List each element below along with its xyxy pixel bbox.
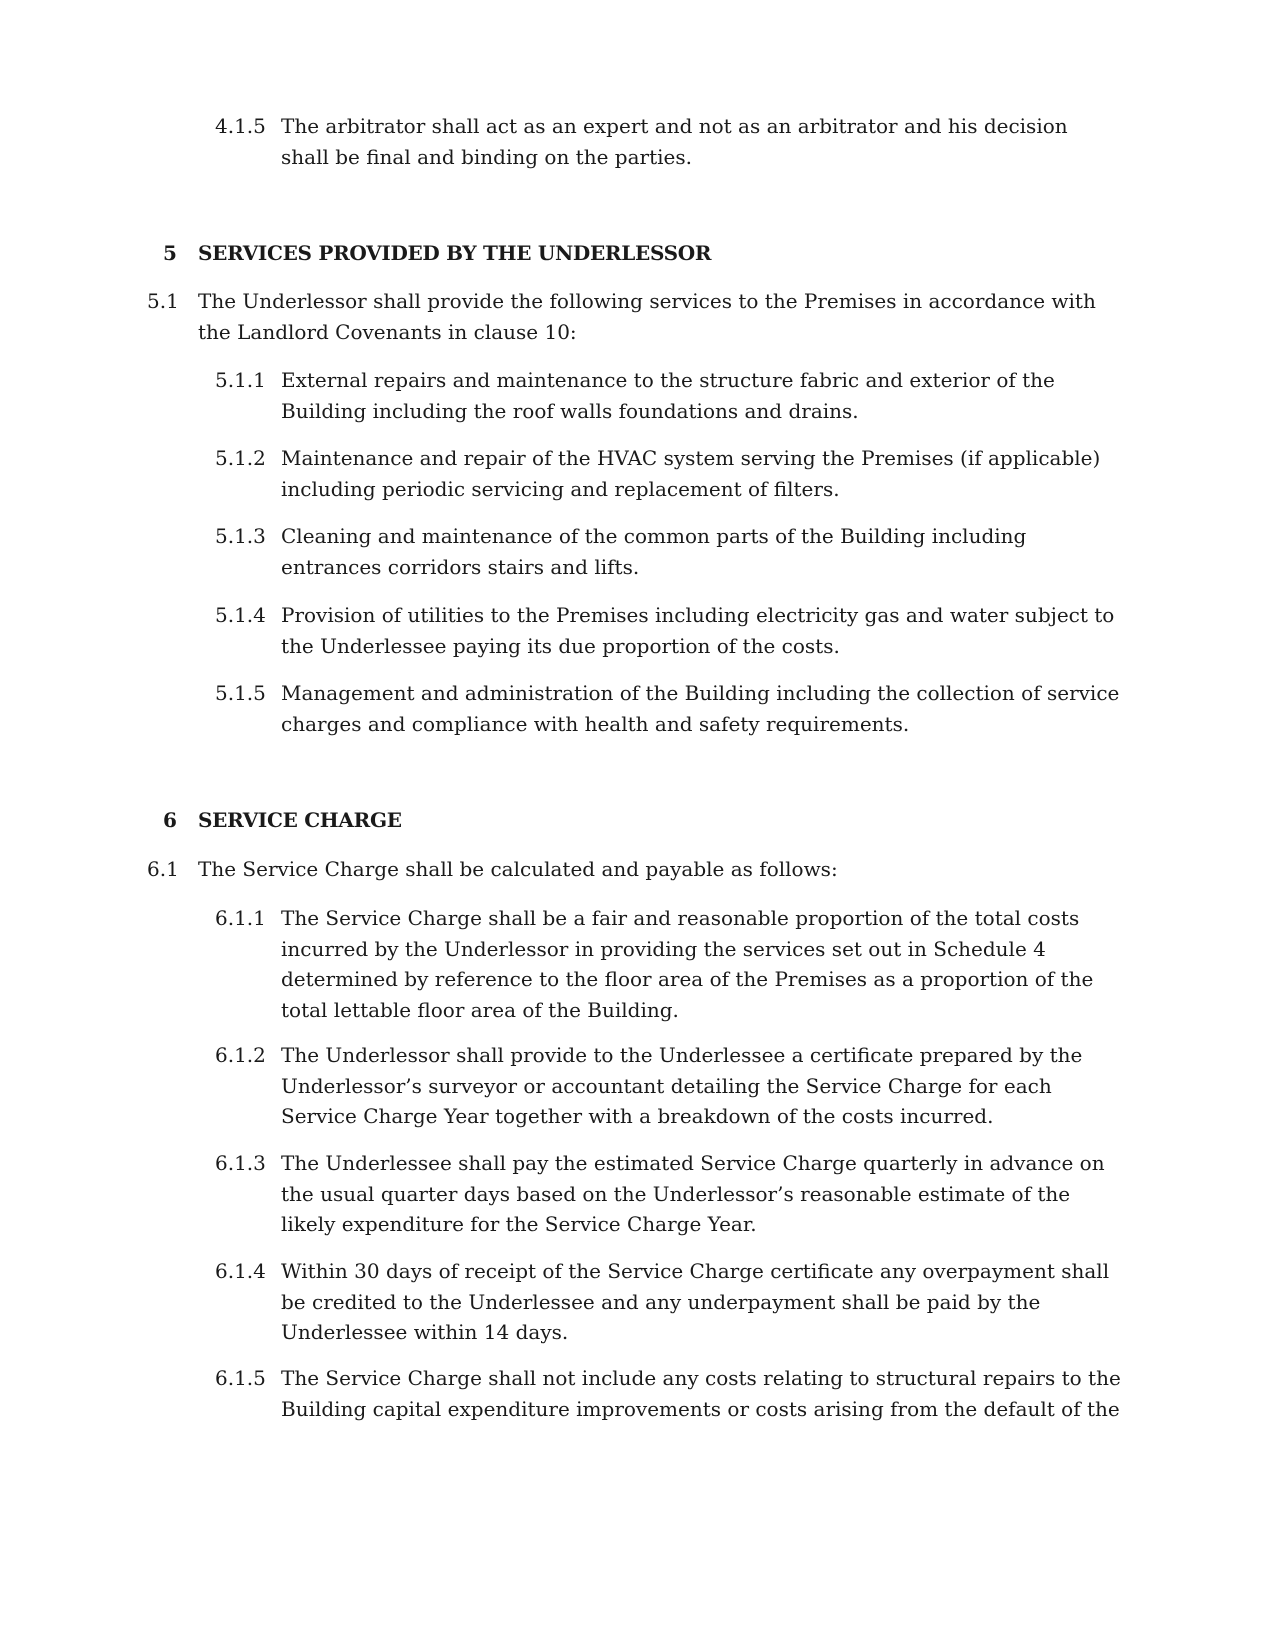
clause-number: 6.1.1 (215, 906, 266, 930)
clause-text: The Underlessor shall provide the following services to the Premises in accordance with the Landlord Covenants in clause 10: (198, 289, 1096, 344)
clause-text: The Underlessor shall provide to the Underlessee a certificate prepared by the Underlessor’s surveyor or accountant detailing the Service Charge for each Service Charge Year together with a breakdown of the costs incurred. (281, 1043, 1083, 1128)
section-title: SERVICES PROVIDED BY THE UNDERLESSOR (198, 241, 712, 265)
clause-text: The Service Charge shall not include any costs relating to structural repairs to the Building capital expenditure improvements or costs arising from the default of the (281, 1366, 1121, 1421)
clause-number: 6.1.5 (215, 1366, 266, 1390)
clause-text: The Service Charge shall be a fair and reasonable proportion of the total costs incurred by the Underlessor in providing the services set out in Schedule 4 determined by reference to the floor area of the Premises as a proportion of the total lettable floor area of the Building. (281, 906, 1094, 1022)
clause-number: 6.1.2 (215, 1043, 266, 1067)
section-number: 6 (163, 808, 177, 832)
clause-number: 5.1.1 (215, 368, 266, 392)
clause-number: 5.1.4 (215, 603, 266, 627)
clause-text: Maintenance and repair of the HVAC system serving the Premises (if applicable) including periodic servicing and replacement of filters. (281, 446, 1101, 501)
clause-text: The Service Charge shall be calculated and payable as follows: (198, 857, 838, 881)
section-number: 5 (163, 241, 177, 265)
clause-text: External repairs and maintenance to the structure fabric and exterior of the Building including the roof walls foundations and drains. (281, 368, 1055, 423)
clause-number: 5.1 (147, 289, 179, 313)
clause-text: The Underlessee shall pay the estimated Service Charge quarterly in advance on the usual quarter days based on the Underlessor’s reasonable estimate of the likely expenditure for the Service Charge Year. (281, 1151, 1105, 1236)
clause-number: 5.1.3 (215, 524, 266, 548)
clause-text: Management and administration of the Building including the collection of service charges and compliance with health and safety requirements. (281, 681, 1120, 736)
clause-number: 4.1.5 (215, 114, 266, 138)
clause-text: Within 30 days of receipt of the Service Charge certificate any overpayment shall be credited to the Underlessee and any underpayment shall be paid by the Underlessee within 14 days. (281, 1259, 1110, 1344)
clause-number: 6.1.4 (215, 1259, 266, 1283)
clause-number: 5.1.5 (215, 681, 266, 705)
clause-number: 5.1.2 (215, 446, 266, 470)
clause-text: The arbitrator shall act as an expert and not as an arbitrator and his decision shall be final and binding on the parties. (281, 114, 1068, 169)
clause-text: Cleaning and maintenance of the common parts of the Building including entrances corridors stairs and lifts. (281, 524, 1027, 579)
clause-text: Provision of utilities to the Premises including electricity gas and water subject to the Underlessee paying its due proportion of the costs. (281, 603, 1115, 658)
clause-number: 6.1 (147, 857, 179, 881)
clause-number: 6.1.3 (215, 1151, 266, 1175)
section-title: SERVICE CHARGE (198, 808, 402, 832)
